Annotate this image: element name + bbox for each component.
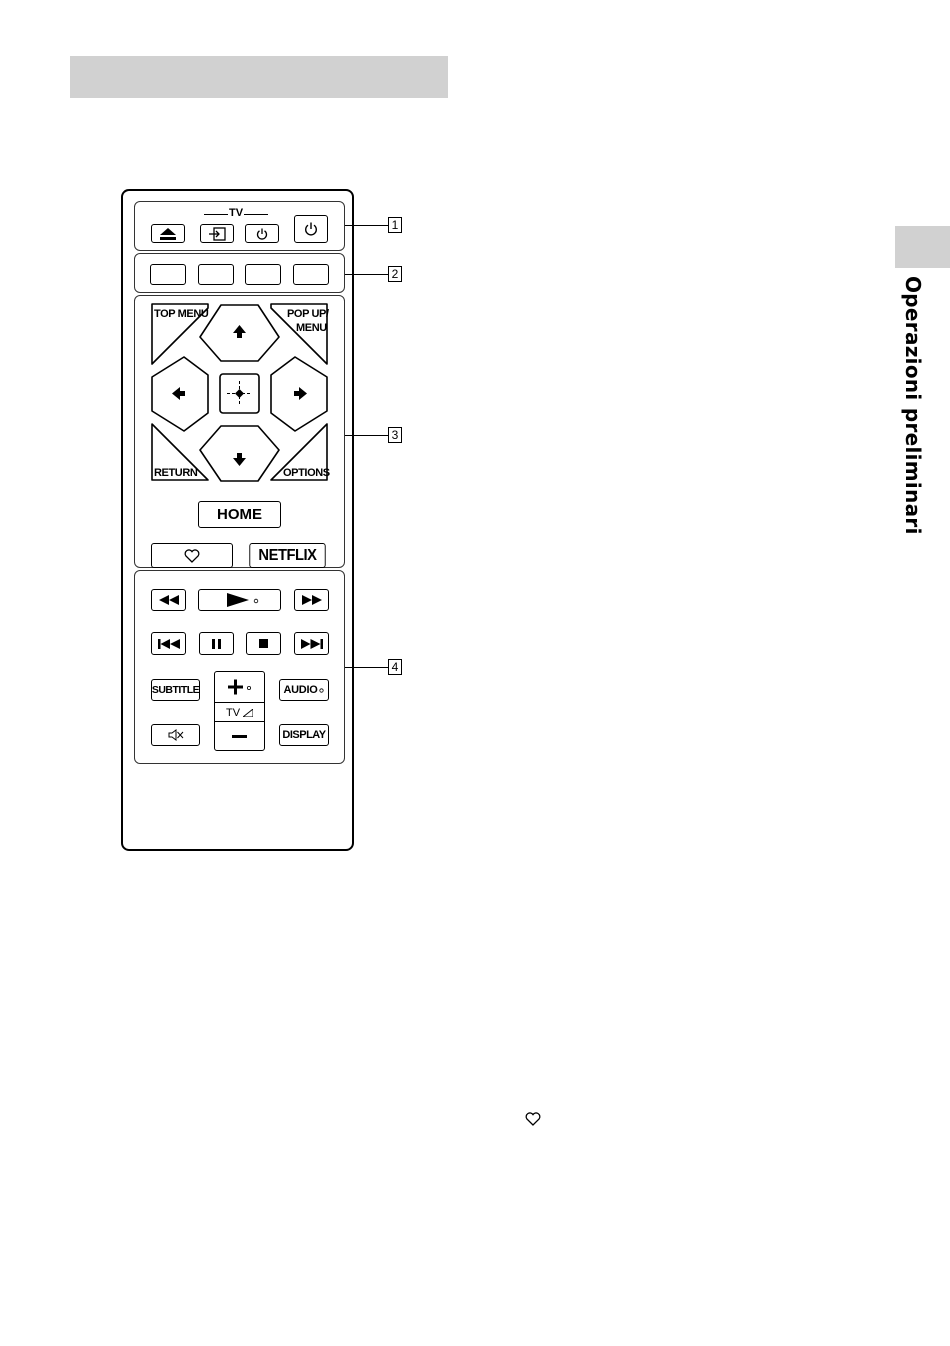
popup-menu-label-line2: MENU [296, 322, 327, 334]
tv-input-button[interactable] [200, 224, 234, 243]
previous-button[interactable] [151, 632, 186, 655]
play-button[interactable] [198, 589, 281, 611]
callout-line-3 [345, 435, 388, 436]
next-button[interactable] [294, 632, 329, 655]
callout-number-4: 4 [388, 659, 402, 675]
power-icon [304, 222, 318, 236]
heart-icon [525, 1112, 541, 1126]
volume-up-button[interactable] [215, 672, 264, 703]
stop-icon [259, 639, 268, 648]
tactile-dot-icon [319, 688, 324, 693]
yellow-color-button[interactable] [245, 264, 281, 285]
eject-button[interactable] [151, 224, 185, 243]
callout-line-4 [345, 667, 388, 668]
section-header-bar [70, 56, 448, 98]
play-icon [219, 593, 261, 607]
volume-icon [243, 709, 253, 717]
blue-color-button[interactable] [293, 264, 329, 285]
subtitle-button[interactable]: SUBTITLE [151, 679, 200, 701]
power-button[interactable] [294, 215, 328, 243]
rewind-button[interactable] [151, 589, 186, 611]
pause-button[interactable] [199, 632, 234, 655]
minus-icon [232, 735, 247, 738]
tv-volume-rocker [214, 671, 265, 751]
tv-group-header [200, 207, 272, 221]
fast-forward-icon [302, 595, 322, 605]
chapter-tab [895, 226, 950, 268]
volume-down-button[interactable] [215, 721, 264, 750]
popup-menu-label-line1: POP UP/ [287, 308, 329, 320]
mute-icon [168, 729, 184, 741]
return-label: RETURN [154, 467, 198, 479]
callout-number-2: 2 [388, 266, 402, 282]
pause-icon [212, 639, 221, 649]
input-select-icon [208, 227, 226, 241]
netflix-button[interactable]: NETFLIX [249, 543, 325, 568]
tv-volume-label [215, 705, 264, 721]
red-color-button[interactable] [150, 264, 186, 285]
favorite-button[interactable] [151, 543, 233, 568]
green-color-button[interactable] [198, 264, 234, 285]
top-menu-label: TOP MENU [154, 308, 209, 320]
audio-button[interactable] [279, 679, 329, 701]
callout-number-3: 3 [388, 427, 402, 443]
heart-icon [184, 549, 200, 563]
plus-icon [228, 679, 252, 695]
tv-power-button[interactable] [245, 224, 279, 243]
stop-button[interactable] [246, 632, 281, 655]
eject-icon [160, 228, 176, 240]
callout-line-1 [345, 225, 388, 226]
fast-forward-button[interactable] [294, 589, 329, 611]
next-track-icon [301, 639, 323, 649]
mute-button[interactable] [151, 724, 200, 746]
options-label: OPTIONS [283, 467, 330, 479]
chapter-tab-label: Operazioni preliminari [901, 276, 925, 535]
home-button[interactable]: HOME [198, 501, 281, 528]
callout-number-1: 1 [388, 217, 402, 233]
tv-group-label: TV [228, 207, 244, 219]
rewind-icon [159, 595, 179, 605]
audio-label: AUDIO [283, 684, 318, 696]
display-button[interactable]: DISPLAY [279, 724, 329, 746]
previous-track-icon [158, 639, 180, 649]
tv-volume-label-text: TV [225, 707, 241, 719]
callout-line-2 [345, 274, 388, 275]
power-icon [256, 228, 268, 240]
